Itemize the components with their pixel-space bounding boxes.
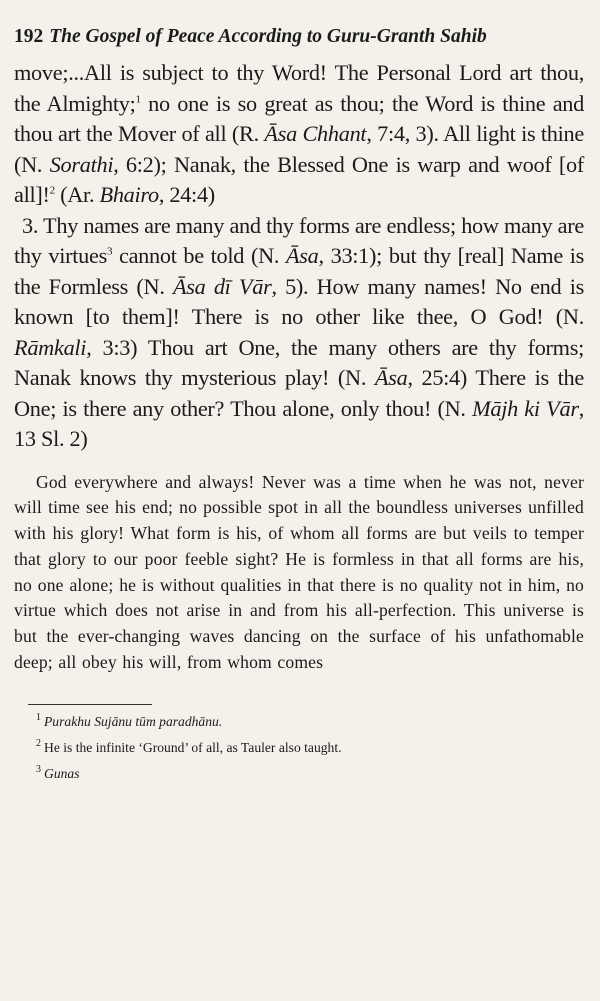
text-run: 3. Thy names are many and thy forms are endless; how many are thy virtues — [14, 212, 584, 268]
source-title: Bhairo — [99, 182, 159, 207]
footnote-2 — [36, 739, 584, 757]
text-run: , 25:4) There is the One; is there any other? Thou alone, only thou! (N. — [14, 365, 584, 421]
source-title: Mājh ki Vār — [472, 395, 579, 421]
source-title: Āsa dī Vār — [172, 273, 272, 299]
source-title: Rāmkali — [14, 334, 87, 360]
footnote-ref-1: 1 — [135, 93, 141, 106]
page-number: 192 — [14, 26, 44, 47]
source-title: Sorathi — [49, 151, 114, 177]
paragraph-continuation — [14, 58, 584, 211]
scripture-quotations — [14, 58, 584, 455]
paragraph-three — [14, 211, 584, 455]
footnote-text: He is the infinite ‘Ground’ of all, as Tauler also taught. — [44, 739, 342, 755]
footnote-marker: 3 — [36, 764, 41, 776]
text-run: move;...All is subject to thy Word! The Personal Lord art thou, the Almighty; — [14, 60, 584, 116]
text-run: , 33:1); but thy [real] Name is the Formless (N. — [14, 243, 585, 299]
footnote-1 — [36, 713, 584, 731]
footnotes — [14, 713, 584, 783]
running-title: The Gospel of Peace According to Guru-Granth Sahib — [49, 26, 487, 47]
footnote-marker: 1 — [36, 712, 41, 724]
commentary-block — [14, 470, 584, 676]
footnote-marker: 2 — [36, 738, 41, 750]
text-run: (Ar. — [54, 182, 100, 207]
text-run: , 24:4) — [158, 182, 215, 207]
text-run: cannot be told (N. — [112, 243, 286, 268]
footnote-divider — [28, 704, 152, 705]
text-run: , 5). How many names! No end is known [to them]! There is no other like thee, O God! (N. — [14, 273, 584, 329]
text-run: , 6:2); Nanak, the Blessed One is warp and woof [of all]! — [14, 151, 584, 207]
footnote-ref-3: 3 — [106, 245, 113, 258]
source-title: Āsa — [285, 243, 319, 268]
running-header — [14, 24, 584, 50]
text-run: no one is so great as thou; the Word is thine and thou art the Mover of all (R. — [14, 90, 585, 146]
source-title: Āsa Chhant — [264, 121, 367, 146]
text-run: , 3:3) Thou art One, the many others are thy forms; Nanak knows thy mysterious play! (N. — [14, 334, 584, 390]
commentary-paragraph: God everywhere and always! Never was a time when he was not, never will time see his end; no possible spot in all the boundless universes unfilled with his glory! What form is his, of whom all forms are but veils to temper that glory to our poor feeble sight? He is formless in that all forms are his, no one alone; he is without qualities in that there is no quality not in him, no virtue which does not arise in and from his all-perfection. This universe is but the ever-changing waves dancing on the surface of his unfathomable deep; all obey his will, from whom comes — [14, 471, 584, 673]
footnote-text: Purakhu Sujānu tūm paradhānu. — [44, 713, 223, 729]
footnote-ref-2: 2 — [49, 184, 55, 197]
text-run: , 13 Sl. 2) — [14, 395, 584, 451]
footnote-3 — [36, 765, 584, 783]
footnote-text: Gunas — [44, 765, 80, 781]
source-title: Āsa — [374, 365, 408, 390]
text-run: , 7:4, 3). All light is thine (N. — [14, 121, 584, 177]
